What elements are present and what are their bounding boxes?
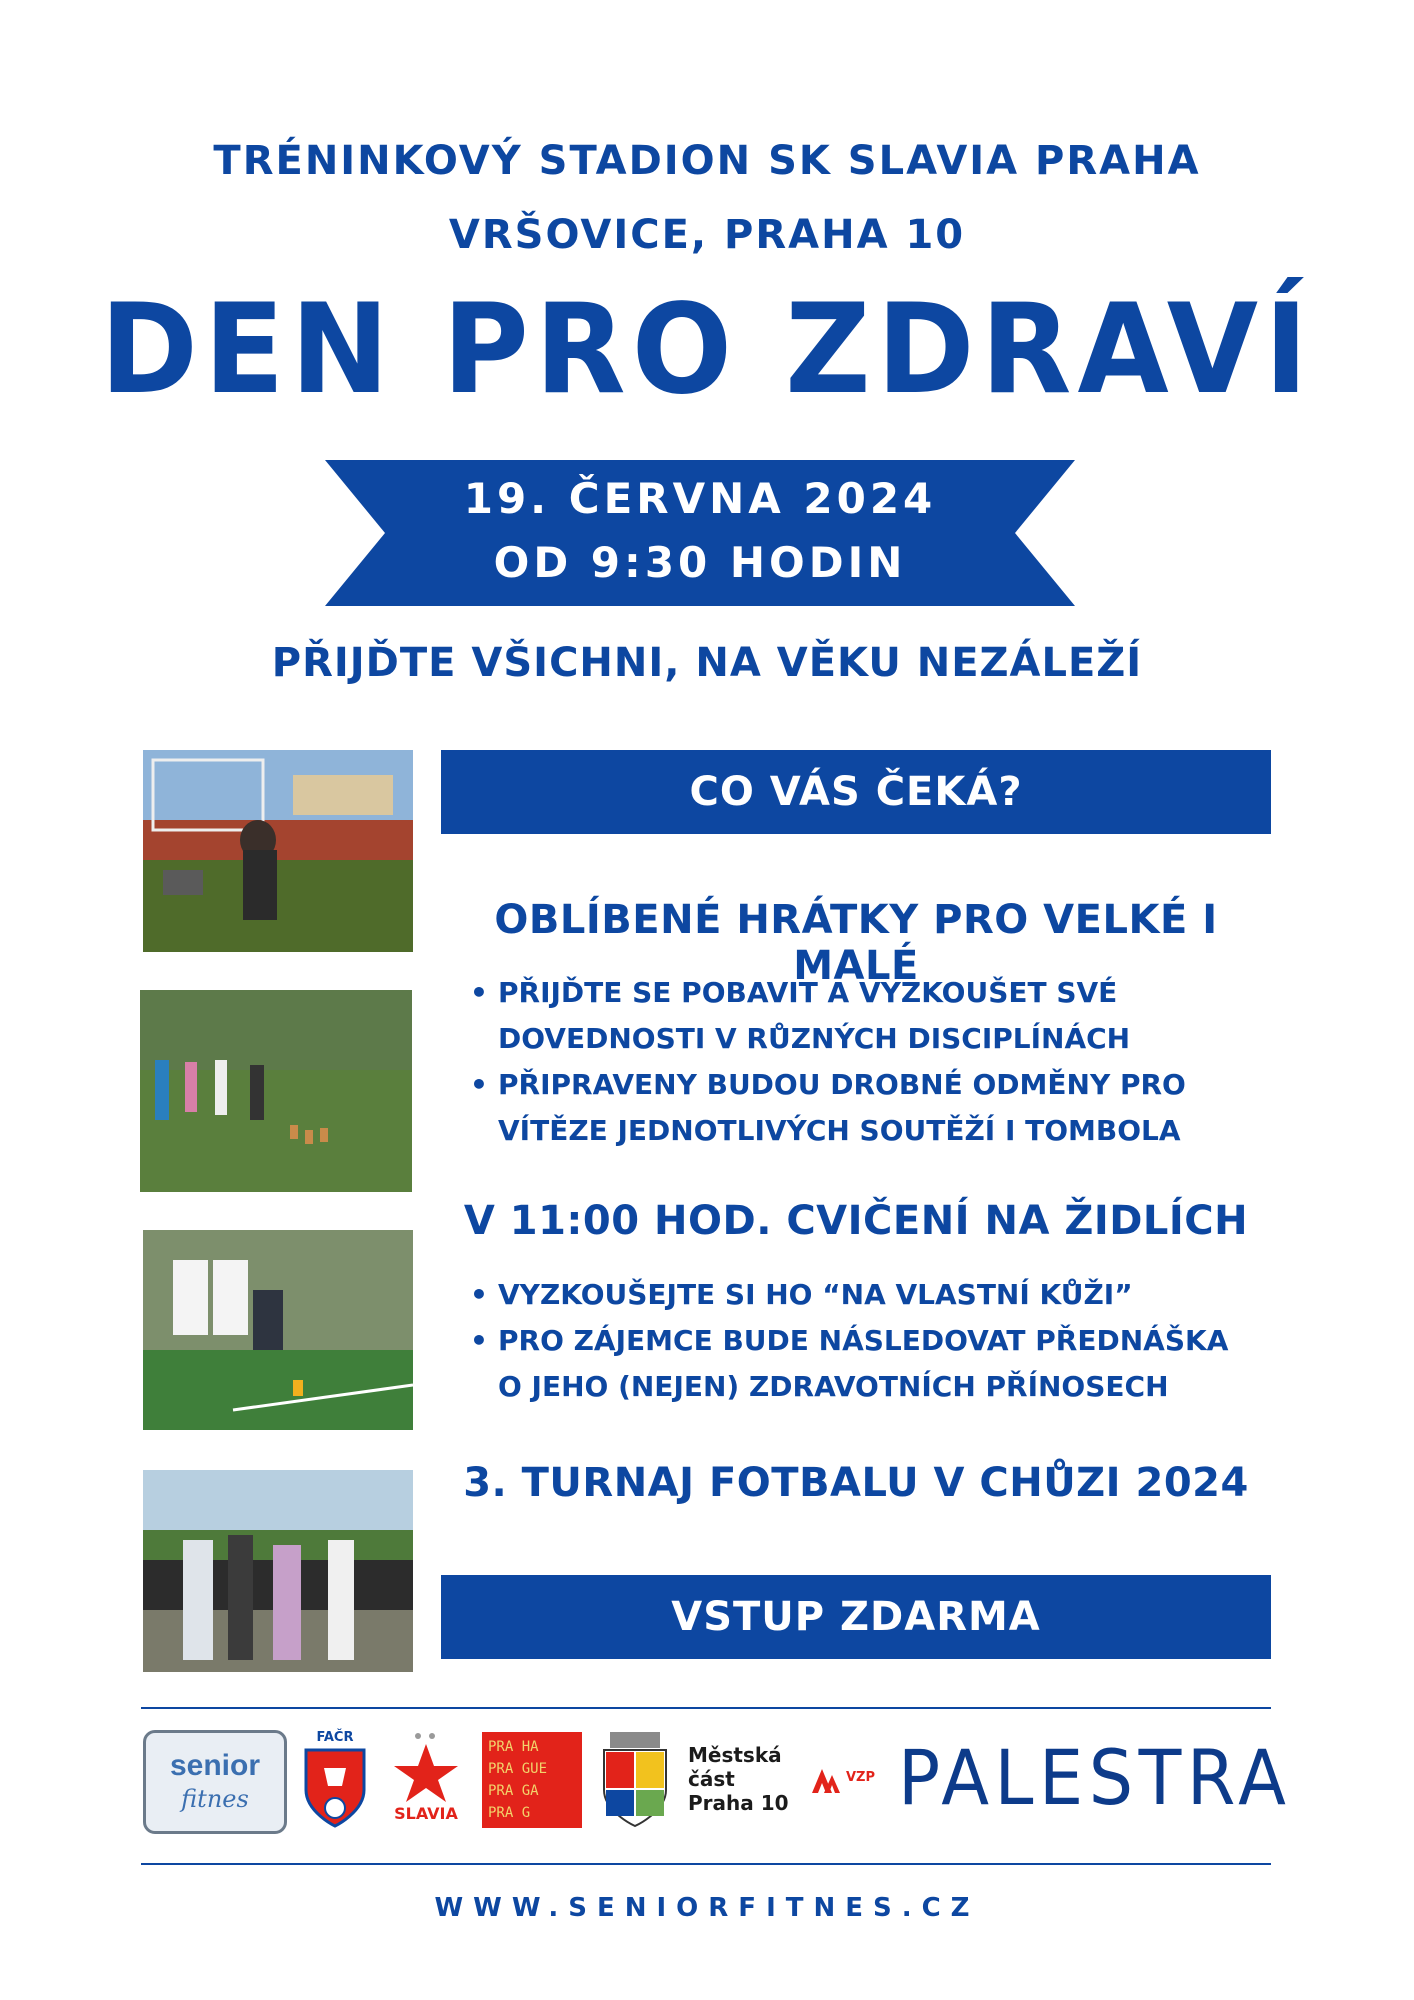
facr-logo: FAČR: [302, 1730, 368, 1830]
list-item: • PRO ZÁJEMCE BUDE NÁSLEDOVAT PŘEDNÁŠKA O JEHO (NEJEN) ZDRAVOTNÍCH PŘÍNOSECH: [470, 1318, 1270, 1410]
event-time: OD 9:30 HODIN: [493, 538, 907, 587]
praha10-coat-of-arms: [600, 1730, 670, 1828]
event-title: DEN PRO ZDRAVÍ: [99, 276, 1315, 422]
venue-line-2: VRŠOVICE, PRAHA 10: [448, 212, 966, 258]
photo-walking-football: [143, 1470, 413, 1672]
vzp-logo: VZP: [810, 1760, 885, 1800]
senior-fitnes-logo: senior fitnes: [143, 1730, 287, 1834]
slavia-logo: SLAVIA: [386, 1730, 466, 1830]
section-games-title: OBLÍBENÉ HRÁTKY PRO VELKÉ I MALÉ: [494, 897, 1218, 989]
divider-top: [141, 1707, 1271, 1709]
section-exercise-list: [470, 1272, 1270, 1410]
event-date: 19. ČERVNA 2024: [463, 474, 937, 523]
venue-line-1: TRÉNINKOVÝ STADION SK SLAVIA PRAHA: [213, 138, 1201, 184]
praha-logo: PRA HA PRA GUE PRA GA PRA G: [482, 1732, 582, 1828]
list-item: • PŘIJĎTE SE POBAVIT A VYZKOUŠET SVÉ DOVEDNOSTI V RŮZNÝCH DISCIPLÍNÁCH: [470, 970, 1270, 1062]
palestra-logo: PALESTRA: [898, 1733, 1292, 1822]
mestska-cast-praha10-text: Městská část Praha 10: [688, 1743, 789, 1815]
divider-bottom: [141, 1863, 1271, 1865]
program-heading: CO VÁS ČEKÁ?: [441, 750, 1271, 834]
section-football-title: 3. TURNAJ FOTBALU V CHŮZI 2024: [463, 1460, 1249, 1506]
free-entry-banner: VSTUP ZDARMA: [441, 1575, 1271, 1659]
subtitle: PŘIJĎTE VŠICHNI, NA VĚKU NEZÁLEŽÍ: [271, 640, 1143, 686]
list-item: • VYZKOUŠEJTE SI HO “NA VLASTNÍ KŮŽI”: [470, 1272, 1270, 1318]
photo-games-2: [140, 990, 412, 1192]
website-url[interactable]: WWW.SENIORFITNES.CZ: [434, 1893, 980, 1923]
section-exercise-title: V 11:00 HOD. CVIČENÍ NA ŽIDLÍCH: [463, 1198, 1249, 1244]
photo-games-1: [143, 750, 413, 952]
photo-exercise: [143, 1230, 413, 1430]
date-ribbon: [325, 460, 1075, 606]
list-item: • PŘIPRAVENY BUDOU DROBNÉ ODMĚNY PRO VÍTĚZE JEDNOTLIVÝCH SOUTĚŽÍ I TOMBOLA: [470, 1062, 1270, 1154]
section-games-list: [470, 970, 1270, 1154]
